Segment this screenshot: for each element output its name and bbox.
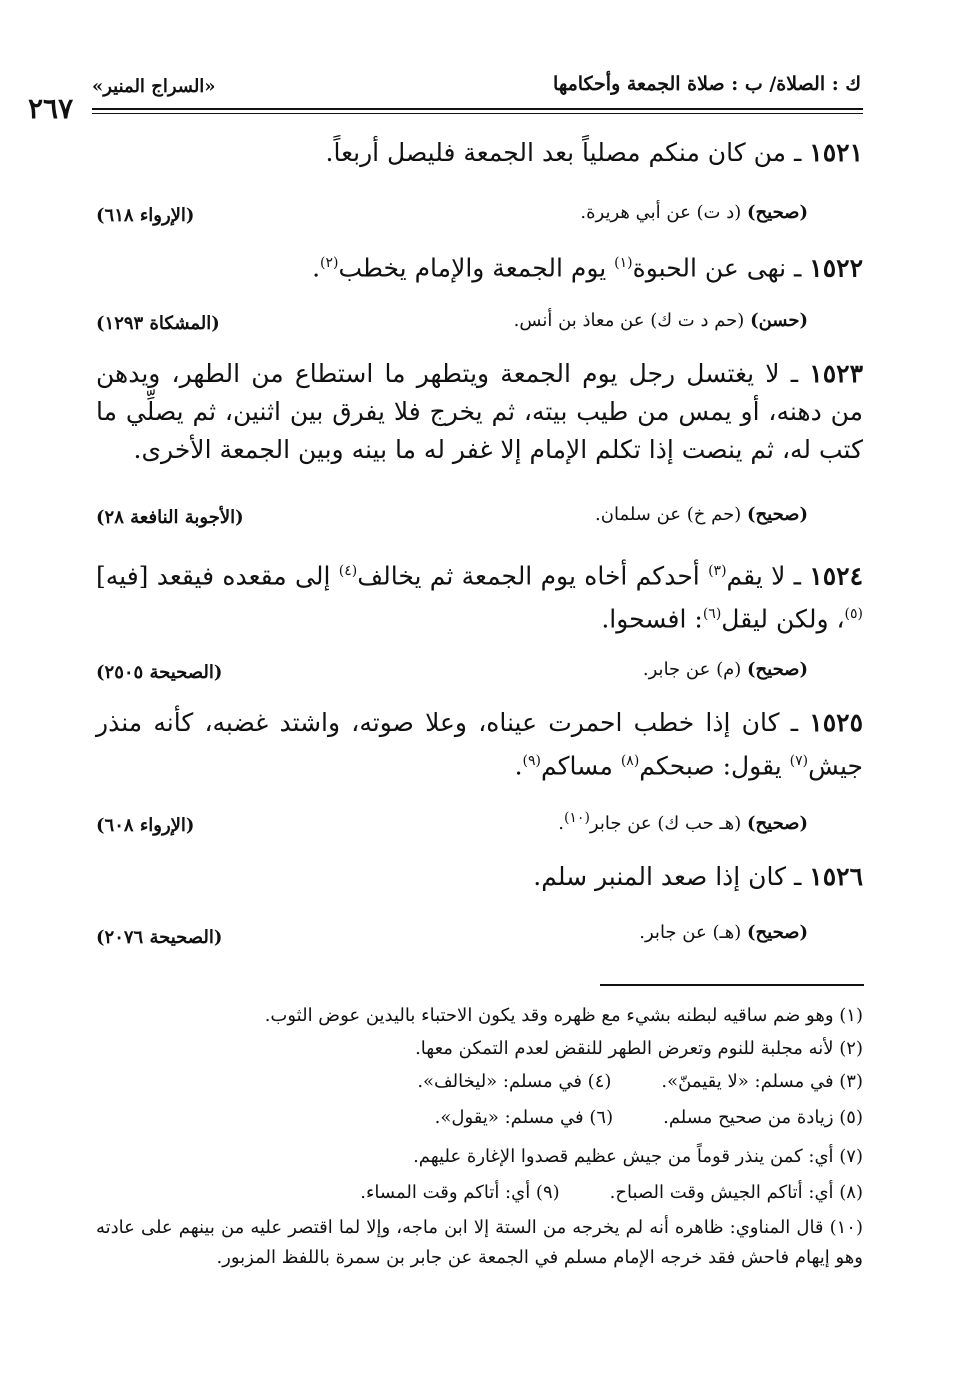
header-rule-thin xyxy=(92,113,863,114)
footnote-marker[interactable]: (٦) xyxy=(702,606,722,623)
hadith-text: نهى عن الحبوة xyxy=(632,253,787,283)
footnote-row-5-6 xyxy=(96,1103,863,1133)
footnote-marker[interactable]: (٨) xyxy=(620,753,640,769)
hadith-grade: (صحيح) xyxy=(747,202,808,223)
hadith-narrator: (حم د ت ك) عن معاذ بن أنس. xyxy=(513,310,745,331)
hadith-number: ١٥٢٦ xyxy=(809,862,863,891)
footnote-10: (١٠) قال المناوي: ظاهره أنه لم يخرجه من الستة إلا ابن ماجه، وإلا لما اقتصر عليه من بينهم على عادته وهو إيهام فاحش فقد خرجه الإمام مسلم في الجمعة عن جابر بن سمرة باللفظ المزبور. xyxy=(96,1217,863,1268)
hadith-text: يقول: صبحكم xyxy=(639,751,782,781)
hadith-text: من كان منكم مصلياً بعد الجمعة فليصل أربعاً. xyxy=(325,138,787,167)
page-number: ٢٦٧ xyxy=(28,92,74,125)
hadith-narrator: (هـ حب ك) عن جابر xyxy=(589,813,742,834)
hadith-text-end: . xyxy=(514,751,523,781)
footnote-7: (٧) أي: كمن ينذر قوماً من جيش عظيم قصدوا الإغارة عليهم. xyxy=(413,1146,863,1167)
hadith-source xyxy=(514,310,808,331)
hadith-source xyxy=(639,922,808,943)
hadith-grade: (صحيح) xyxy=(747,659,808,680)
hadith-1524: ١٥٢٤ ـ لا يقم$^{(٣)}$ أحدكم أخاه يوم الجمعة ثم يخالف$^{(٤)}$ إلى مقعده فيقعد [فيه]$^{(٥)}$، ولكن ليقل$^{(٦)}$: افسحوا. xyxy=(96,561,864,634)
hadith-text: كان إذا صعد المنبر سلم. xyxy=(533,862,787,891)
footnote-marker[interactable]: (٩) xyxy=(522,753,541,769)
footnote-3: (٣) في مسلم: «لا يقيمنّ». xyxy=(661,1071,863,1092)
hadith-reference: (الصحيحة ٢٠٧٦) xyxy=(96,927,223,948)
hadith-reference: (المشكاة ١٢٩٣) xyxy=(96,313,220,334)
hadith-text: مساكم xyxy=(541,751,613,781)
hadith-source xyxy=(643,659,808,680)
hadith-text: لا يقم xyxy=(726,561,786,591)
footnote-marker[interactable]: (٤) xyxy=(338,563,358,579)
hadith-text: كان إذا خطب احمرت عيناه، وعلا صوته، واشتد غضبه، كأنه منذر جيش xyxy=(96,708,863,781)
hadith-reference: (الإرواء ٦٠٨) xyxy=(96,815,195,836)
footnote-2: (٢) لأنه مجلبة للنوم وتعرض الطهر للنقض لعدم التمكن معها. xyxy=(415,1038,863,1059)
footnote-1: (١) وهو ضم ساقيه لبطنه بشيء مع ظهره وقد يكون الاحتباء باليدين عوض الثوب. xyxy=(264,1005,863,1026)
hadith-text: إلى مقعده فيقعد [فيه] xyxy=(96,561,331,591)
hadith-number: ١٥٢٣ xyxy=(809,359,863,388)
footnote-6: (٦) في مسلم: «يقول». xyxy=(434,1107,614,1128)
hadith-source xyxy=(580,202,808,223)
footnote-marker[interactable]: (١) xyxy=(614,255,633,271)
footnote-4: (٤) في مسلم: «ليخالف». xyxy=(417,1071,612,1092)
hadith-number: ١٥٢١ xyxy=(809,138,863,167)
hadith-text: ، ولكن ليقل xyxy=(721,604,845,634)
hadith-narrator: (م) عن جابر. xyxy=(642,659,742,680)
hadith-text-end: . xyxy=(312,253,321,283)
hadith-reference: (الأجوبة النافعة ٢٨) xyxy=(96,507,244,528)
hadith-number: ١٥٢٤ xyxy=(809,561,864,591)
footnote-5: (٥) زيادة من صحيح مسلم. xyxy=(663,1107,863,1128)
footnote-marker[interactable]: (٧) xyxy=(789,753,809,769)
footnote-marker[interactable]: (٢) xyxy=(320,255,339,271)
hadith-source xyxy=(595,504,808,525)
footnote-9: (٩) أي: أتاكم وقت المساء. xyxy=(360,1182,560,1203)
hadith-narrator: (هـ) عن جابر. xyxy=(639,922,742,943)
hadith-reference: (الإرواء ٦١٨) xyxy=(96,205,195,226)
hadith-reference: (الصحيحة ٢٥٠٥) xyxy=(96,662,223,683)
footnote-row-8-9 xyxy=(96,1178,863,1208)
hadith-text: أحدكم أخاه يوم الجمعة ثم يخالف xyxy=(357,561,700,591)
hadith-1526: ١٥٢٦ ـ كان إذا صعد المنبر سلم. xyxy=(533,862,863,891)
footnote-marker[interactable]: (١٠) xyxy=(563,810,590,826)
hadith-grade: (صحيح) xyxy=(747,813,808,834)
footnote-marker[interactable]: (٣) xyxy=(708,563,727,579)
hadith-1521: ١٥٢١ ـ من كان منكم مصلياً بعد الجمعة فليصل أربعاً. xyxy=(325,138,863,167)
footnote-row-3-4 xyxy=(96,1067,863,1097)
hadith-narrator: (حم خ) عن سلمان. xyxy=(595,504,742,525)
hadith-source xyxy=(558,810,808,834)
hadith-narrator: (د ت) عن أبي هريرة. xyxy=(580,202,742,223)
footnote-marker[interactable]: (٥) xyxy=(844,606,863,623)
hadith-number: ١٥٢٥ xyxy=(809,708,864,737)
hadith-text-end: : افسحوا. xyxy=(601,604,703,634)
hadith-1525: ١٥٢٥ ـ كان إذا خطب احمرت عيناه، وعلا صوته، واشتد غضبه، كأنه منذر جيش$^{(٧)}$ يقول: صبحكم$^{(٨)}$ مساكم$^{(٩)}$. xyxy=(96,708,864,781)
footnote-8: (٨) أي: أتاكم الجيش وقت الصباح. xyxy=(609,1182,863,1203)
header-rule xyxy=(92,108,863,110)
hadith-1522: ١٥٢٢ ـ نهى عن الحبوة$^{(١)}$ يوم الجمعة والإمام يخطب$^{(٢)}$. xyxy=(312,253,863,283)
hadith-text: لا يغتسل رجل يوم الجمعة ويتطهر ما استطاع من الطهر، ويدهن من دهنه، أو يمس من طيب بيته، ثم يخرج فلا يفرق بين اثنين، ثم يصلِّي ما كتب له، ثم ينصت إذا تكلم الإمام إلا غفر له ما بينه وبين الجمعة الأخرى. xyxy=(96,359,863,464)
footnote-separator xyxy=(600,984,864,986)
hadith-grade: (صحيح) xyxy=(747,922,808,943)
hadith-number: ١٥٢٢ xyxy=(809,253,863,283)
source-end: . xyxy=(558,813,564,834)
hadith-grade: (صحيح) xyxy=(747,504,808,525)
hadith-1523: ١٥٢٣ ـ لا يغتسل رجل يوم الجمعة ويتطهر ما استطاع من الطهر، ويدهن من دهنه، أو يمس من طيب بيته، ثم يخرج فلا يفرق بين اثنين، ثم يصلِّي ما كتب له، ثم ينصت إذا تكلم الإمام إلا غفر له ما بينه وبين الجمعة الأخرى. xyxy=(96,359,863,464)
chapter-heading: ك : الصلاة/ ب : صلاة الجمعة وأحكامها xyxy=(553,73,861,95)
book-title: «السراج المنير» xyxy=(92,76,216,97)
hadith-text: يوم الجمعة والإمام يخطب xyxy=(338,253,607,283)
hadith-grade: (حسن) xyxy=(750,310,808,331)
